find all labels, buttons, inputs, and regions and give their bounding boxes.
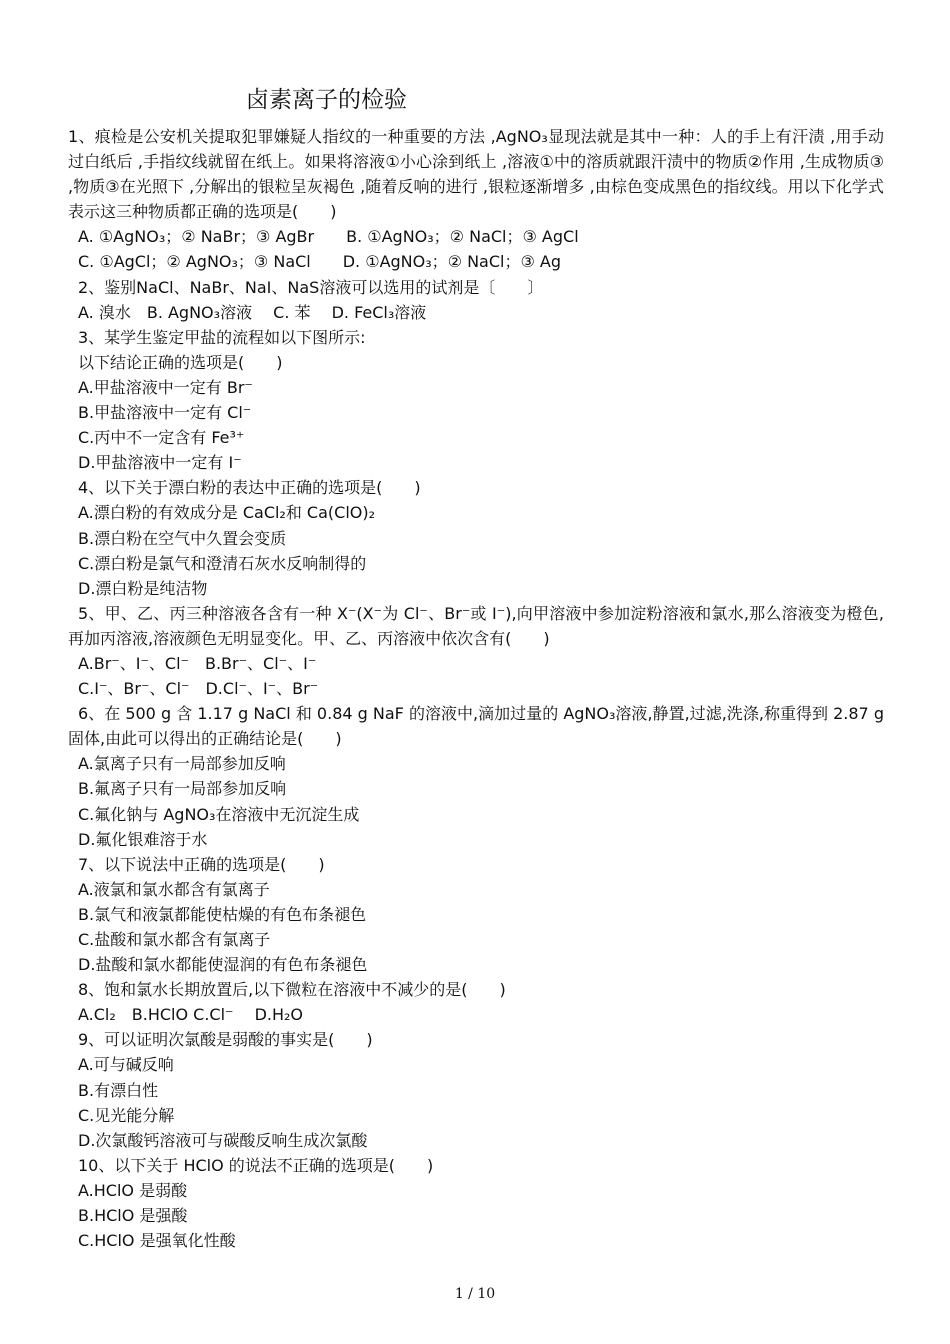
question-2: 2、鉴别NaCl、NaBr、NaI、NaS溶液可以选用的试剂是〔 〕 — [78, 277, 544, 297]
page-title: 卤素离子的检验 — [246, 87, 407, 113]
q1-options-ab: A. ①AgNO₃；② NaBr；③ AgBr B. ①AgNO₃；② NaCl；③ AgCl — [78, 227, 579, 247]
question-7: 7、以下说法中正确的选项是( ) — [78, 854, 325, 874]
q10-option-c: C.HClO 是强氧化性酸 — [78, 1231, 236, 1251]
question-list — [68, 124, 884, 1253]
q10-option-a: A.HClO 是弱酸 — [78, 1180, 188, 1200]
q3-option-c: C.丙中不一定含有 Fe³⁺ — [78, 428, 245, 448]
question-9: 9、可以证明次氯酸是弱酸的事实是( ) — [78, 1030, 373, 1050]
q6-option-a: A.氯离子只有一局部参加反响 — [78, 754, 286, 774]
question-10: 10、以下关于 HClO 的说法不正确的选项是( ) — [78, 1155, 434, 1175]
q7-option-b: B.氯气和液氯都能使枯燥的有色布条褪色 — [78, 904, 367, 924]
q8-options: A.Cl₂ B.HClO C.Cl⁻ D.H₂O — [78, 1005, 304, 1025]
q4-option-b: B.漂白粉在空气中久置会变质 — [78, 528, 287, 548]
question-8: 8、饱和氯水长期放置后,以下微粒在溶液中不减少的是( ) — [78, 980, 506, 1000]
question-5: 5、甲、乙、丙三种溶液各含有一种 X⁻(X⁻为 Cl⁻、Br⁻或 I⁻),向甲溶液中参加淀粉溶液和氯水,那么溶液变为橙色,再加丙溶液,溶液颜色无明显变化。甲、乙、丙溶液中依次含有( ) — [68, 603, 884, 648]
q6-option-b: B.氟离子只有一局部参加反响 — [78, 779, 287, 799]
q3-prompt: 以下结论正确的选项是( ) — [78, 352, 283, 372]
q9-option-b: B.有漂白性 — [78, 1080, 159, 1100]
q4-option-a: A.漂白粉的有效成分是 CaCl₂和 Ca(ClO)₂ — [78, 503, 376, 523]
page-number: 1 / 10 — [454, 1286, 496, 1302]
q10-option-b: B.HClO 是强酸 — [78, 1206, 188, 1226]
q5-options-cd: C.I⁻、Br⁻、Cl⁻ D.Cl⁻、I⁻、Br⁻ — [78, 679, 319, 699]
q7-option-a: A.液氯和氯水都含有氯离子 — [78, 879, 270, 899]
q9-option-c: C.见光能分解 — [78, 1105, 175, 1125]
question-3: 3、某学生鉴定甲盐的流程如以下图所示: — [78, 327, 366, 347]
q4-option-c: C.漂白粉是氯气和澄清石灰水反响制得的 — [78, 553, 367, 573]
q4-option-d: D.漂白粉是纯洁物 — [78, 578, 208, 598]
question-6: 6、在 500 g 含 1.17 g NaCl 和 0.84 g NaF 的溶液中,滴加过量的 AgNO₃溶液,静置,过滤,洗涤,称重得到 2.87 g 固体,由此可以得出的正确结论是( ) — [68, 704, 884, 749]
q9-option-a: A.可与碱反响 — [78, 1055, 174, 1075]
q1-options-cd: C. ①AgCl；② AgNO₃；③ NaCl D. ①AgNO₃；② NaCl；③ Ag — [78, 252, 562, 272]
q7-option-c: C.盐酸和氯水都含有氯离子 — [78, 930, 271, 949]
q5-options-ab: A.Br⁻、I⁻、Cl⁻ B.Br⁻、Cl⁻、I⁻ — [78, 653, 317, 673]
question-1: 1、痕检是公安机关提取犯罪嫌疑人指纹的一种重要的方法 ,AgNO₃显现法就是其中一种：人的手上有汗渍 ,用手动过白纸后 ,手指纹线就留在纸上。如果将溶液①小心涂到纸上 ,溶液①中的溶质就跟汗渍中的物质②作用 ,生成物质③ ,物质③在光照下 ,分解出的银粒呈灰褐色 ,随着反响的进行 ,银粒逐渐增多 ,由棕色变成黑色的指纹线。用以下化学式表示这三种物质都正确的选项是( ) — [68, 127, 884, 222]
q7-option-d: D.盐酸和氯水都能使湿润的有色布条褪色 — [78, 955, 368, 975]
q2-options: A. 溴水 B. AgNO₃溶液 C. 苯 D. FeCl₃溶液 — [78, 302, 427, 322]
q3-option-d: D.甲盐溶液中一定有 I⁻ — [78, 453, 242, 473]
question-4: 4、以下关于漂白粉的表达中正确的选项是( ) — [78, 478, 421, 498]
q3-option-b: B.甲盐溶液中一定有 Cl⁻ — [78, 403, 252, 423]
q9-option-d: D.次氯酸钙溶液可与碳酸反响生成次氯酸 — [78, 1130, 368, 1150]
q3-option-a: A.甲盐溶液中一定有 Br⁻ — [78, 377, 253, 397]
q6-option-d: D.氟化银难溶于水 — [78, 829, 208, 849]
q6-option-c: C.氟化钠与 AgNO₃在溶液中无沉淀生成 — [78, 804, 360, 824]
